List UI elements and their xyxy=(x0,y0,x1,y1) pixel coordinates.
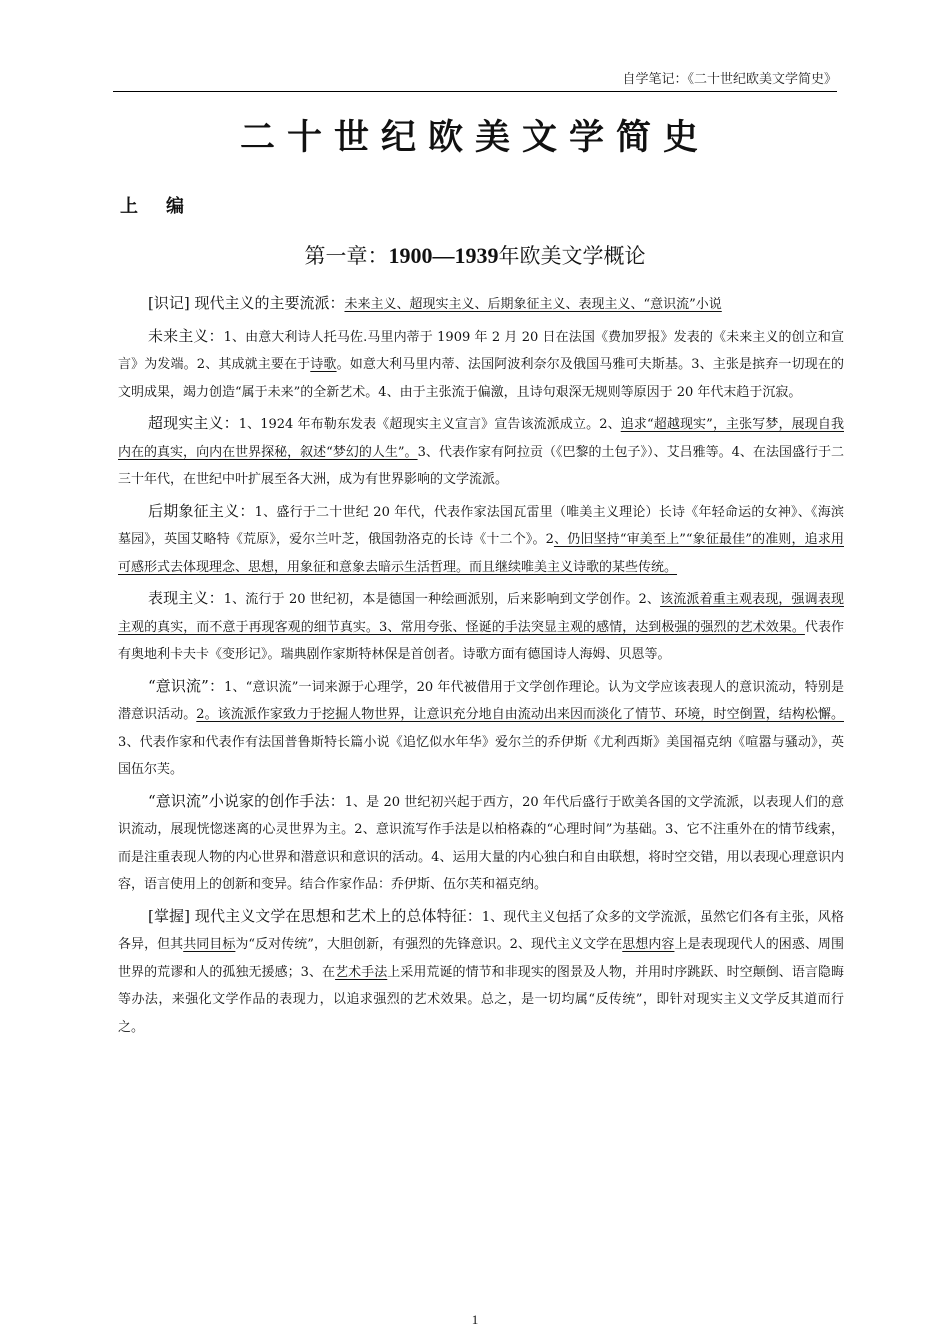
paragraph-text: 1、是 20 世纪初兴起于西方，20 年代后盛行于欧美各国的文学流派，以表现人们的意识流动，展现恍惚迷离的心灵世界为主。2、意识流写作手法是以柏格森的“心理时间”为基础。3、它不注重外在的情节线索，而是注重表现人物的内心世界和潜意识和意识的活动。4、运用大量的内心独白和自由联想，将时空交错，用以表现心理意识内容，语言使用上的创新和变异。结合作家作品：乔伊斯、伍尔芙和福克纳。 xyxy=(118,794,844,892)
underlined-text: 、仍旧坚持“审美至上”“象征最佳”的准则，追求用可感形式去体现理念、思想，用象征和意象去暗示生活哲理。而且继续唯美主义诗歌的某些传统。 xyxy=(118,532,844,575)
paragraph-text: 1、现代主义包括了众多的文学流派，虽然它们各有主张，风格各异，但其 xyxy=(118,909,844,952)
part-heading xyxy=(120,192,184,218)
body-text xyxy=(118,290,844,1045)
paragraph-lead: [掌握] 现代主义文学在思想和艺术上的总体特征： xyxy=(148,906,482,925)
paragraph-expressionism xyxy=(118,585,844,669)
paragraph-surrealism xyxy=(118,410,844,494)
paragraph-text: 上采用荒诞的情节和非现实的图景及人物，并用时序跳跃、时空颠倒、语言隐晦等办法，来强化文学作品的表现力，以追求强烈的艺术效果。总之，是一切均属“反传统”，即针对现实主义文学反其道而行之。 xyxy=(118,964,844,1035)
underlined-text: 艺术手法 xyxy=(335,964,388,980)
running-header: 自学笔记：《二十世纪欧美文学简史》 xyxy=(113,68,837,92)
paragraph-general-features xyxy=(118,903,844,1042)
underlined-text: 诗歌 xyxy=(310,357,337,372)
paragraph-lead: “意识流”小说家的创作手法： xyxy=(148,791,345,810)
paragraph-text: 3、代表作家有阿拉贡（《巴黎的土包子》）、艾吕雅等。4、在法国盛行于二三十年代，在世纪中叶扩展至各大洲，成为有世界影响的文学流派。 xyxy=(118,444,845,487)
paragraph-lead: “意识流”： xyxy=(148,676,225,695)
chapter-years: 1900—1939 xyxy=(388,243,499,268)
part-label-1: 上 xyxy=(120,196,138,217)
paragraph-lead: 未来主义： xyxy=(148,326,224,345)
paragraph-text: 1、盛行于二十世纪 20 年代，代表作家法国瓦雷里（唯美主义理论）长诗《年轻命运的女神》、《海滨墓园》，英国艾略特《荒原》，爱尔兰叶芝，俄国勃洛克的长诗《十二个》。2 xyxy=(118,504,844,547)
page-number: 1 xyxy=(471,1312,479,1327)
paragraph-stream-of-consciousness xyxy=(118,673,844,784)
underlined-text: 思想内容 xyxy=(622,937,675,952)
paragraph-futurism xyxy=(118,323,844,407)
paragraph-stream-techniques xyxy=(118,788,844,899)
paragraph-text: 上是表现现代人的困惑、周围世界的荒谬和人的孤独无援感；3、在 xyxy=(118,937,844,980)
chapter-prefix: 第一章： xyxy=(304,244,389,268)
paragraph-text: 1、1924 年布勒东发表《超现实主义宣言》宣告该流派成立。2、 xyxy=(238,417,621,432)
document-title: 二十世纪欧美文学简史 xyxy=(239,118,710,158)
underlined-text: 该流派着重主观表现，强调表现主观的真实，而不意于再现客观的细节真实。3、常用夸张、怪诞的手法突显主观的感情，达到极强的强烈的艺术效果。 xyxy=(118,592,844,635)
paragraph-post-symbolism xyxy=(118,498,844,582)
paragraph-text: 1、流行于 20 世纪初，本是德国一种绘画派别，后来影响到文学创作。2、 xyxy=(223,592,661,607)
paragraph-lead: 超现实主义： xyxy=(148,414,239,432)
paragraph-text: 为“反对传统”，大胆创新，有强烈的先锋意识。2、现代主义文学在 xyxy=(235,937,623,952)
underlined-text: 共同目标 xyxy=(183,937,236,952)
paragraph-main-schools xyxy=(118,290,844,319)
underlined-text: 2。该流派作家致力于挖掘人物世界，让意识充分地自由流动出来因而淡化了情节、环境，时空倒置，结构松懈。 xyxy=(196,707,844,722)
chapter-suffix: 年欧美文学概论 xyxy=(498,244,646,268)
paragraph-text: 1、由意大利诗人托马佐.马里内蒂于 1909 年 2 月 20 日在法国《费加罗报》发表的《未来主义的创立和宣言》为发端。2、其成就主要在于 xyxy=(118,329,844,372)
underlined-text: 未来主义、超现实主义、后期象征主义、表现主义、“意识流”小说 xyxy=(344,297,722,312)
underlined-text: 追求“超越现实”，主张写梦，展现自我内在的真实，向内在世界探秘，叙述“梦幻的人生”。 xyxy=(118,417,844,460)
paragraph-text: 1、“意识流”一词来源于心理学，20 年代被借用于文学创作理论。认为文学应该表现人的意识流动，特别是潜意识活动。 xyxy=(118,679,844,722)
paragraph-text: 3、代表作家和代表作有法国普鲁斯特长篇小说《追忆似水年华》爱尔兰的乔伊斯《尤利西斯》美国福克纳《喧嚣与骚动》，英国伍尔芙。 xyxy=(118,734,844,777)
paragraph-lead: [识记] 现代主义的主要流派： xyxy=(148,294,345,312)
paragraph-lead: 表现主义： xyxy=(148,589,224,607)
part-label-2: 编 xyxy=(166,196,184,217)
paragraph-text: 。如意大利马里内蒂、法国阿波利奈尔及俄国马雅可夫斯基。3、主张是摈弃一切现在的文明成果，竭力创造“属于未来”的全新艺术。4、由于主张流于偏激，且诗句艰深无规则等原因于 20 年代末趋于沉寂。 xyxy=(118,357,844,400)
chapter-heading xyxy=(0,240,950,270)
paragraph-text: 代表作有奥地利卡夫卡《变形记》。瑞典剧作家斯特林保是首创者。诗歌方面有德国诗人海姆、贝恩等。 xyxy=(118,619,844,662)
paragraph-lead: 后期象征主义： xyxy=(148,501,255,520)
